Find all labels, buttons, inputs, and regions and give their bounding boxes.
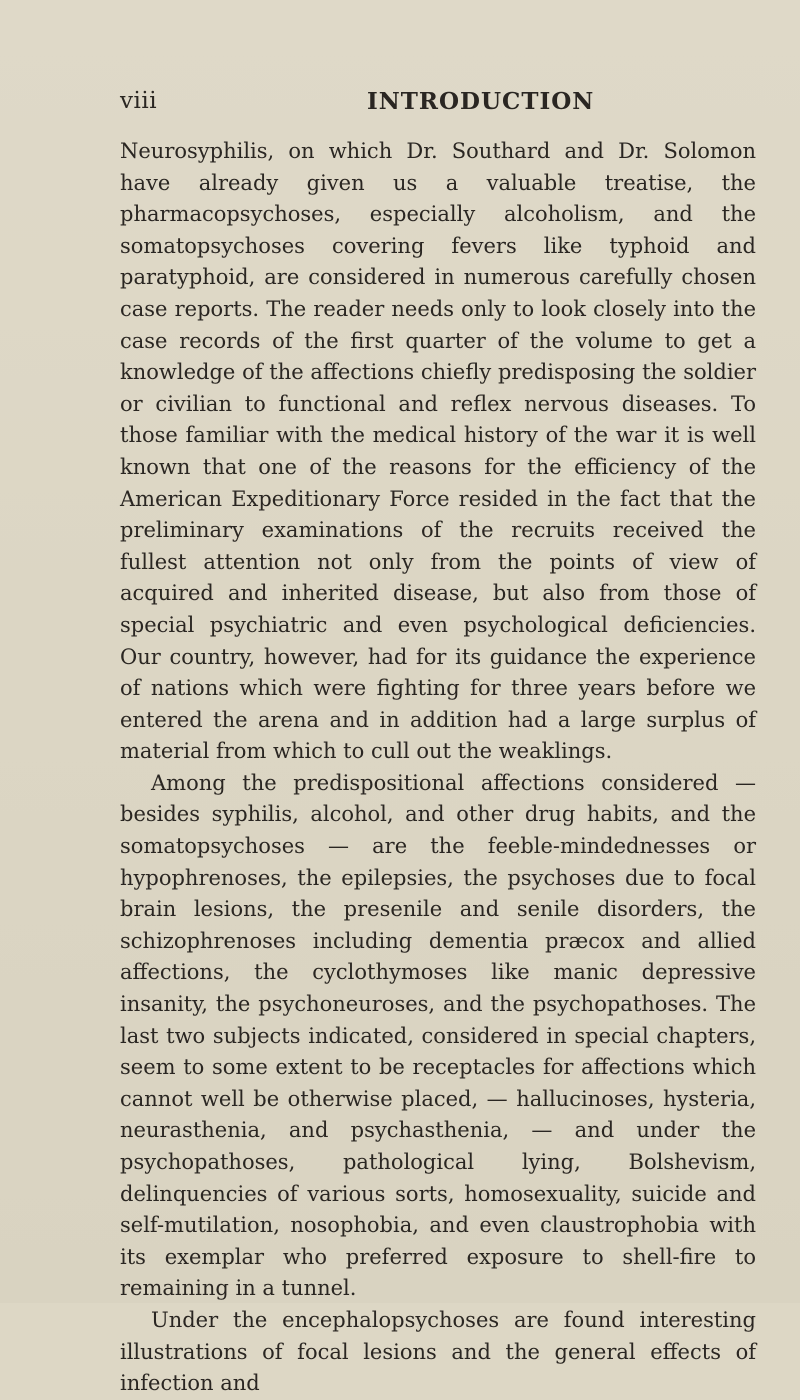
paragraph-1: Neurosyphilis, on which Dr. Southard and Dr. Solomon have already given us a valuable treatise, the pharmacopsychoses, especially alcoholism, and the somatopsychoses covering fevers like typhoid and paratyphoid, are considered in numerous carefully chosen case reports. The reader needs only to look closely into the case records of the first quarter of the volume to get a knowledge of the affections chiefly predisposing the soldier or civilian to functional and reflex nervous diseases. To those familiar with the medical history of the war it is well known that one of the reasons for the efficiency of the American Expeditionary Force resided in the fact that the preliminary examinations of the recruits received the fullest attention not only from the points of view of acquired and inherited disease, but also from those of special psychiatric and even psychological deficiencies. Our country, however, had for its guidance the experience of nations which were fighting for three years before we entered the arena and in addition had a large surplus of material from which to cull out the weaklings. (120, 139, 756, 764)
page-header (120, 88, 760, 128)
running-head: INTRODUCTION (367, 88, 595, 115)
body-text (120, 136, 756, 1400)
paragraph-2: Among the predispositional affections considered — besides syphilis, alcohol, and other drug habits, and the somatopsychoses — are the feeble-mindednesses or hypophrenoses, the epilepsies, the psychoses due to focal brain lesions, the presenile and senile disorders, the schizophrenoses including dementia præcox and allied affections, the cyclothymoses like manic depressive insanity, the psychoneuroses, and the psychopathoses. The last two subjects indicated, considered in special chapters, seem to some extent to be receptacles for affections which cannot well be otherwise placed, — hallucinoses, hysteria, neurasthenia, and psychasthenia, — and under the psychopathoses, pathological lying, Bolshevism, delinquencies of various sorts, homosexuality, suicide and self-mutilation, nosophobia, and even claustrophobia with its exemplar who preferred exposure to shell-fire to remaining in a tunnel. (120, 770, 756, 1301)
paragraph-3: Under the encephalopsychoses are found interesting illustrations of focal lesions and the general effects of infection and (120, 1307, 756, 1396)
page-number: viii (120, 88, 158, 114)
